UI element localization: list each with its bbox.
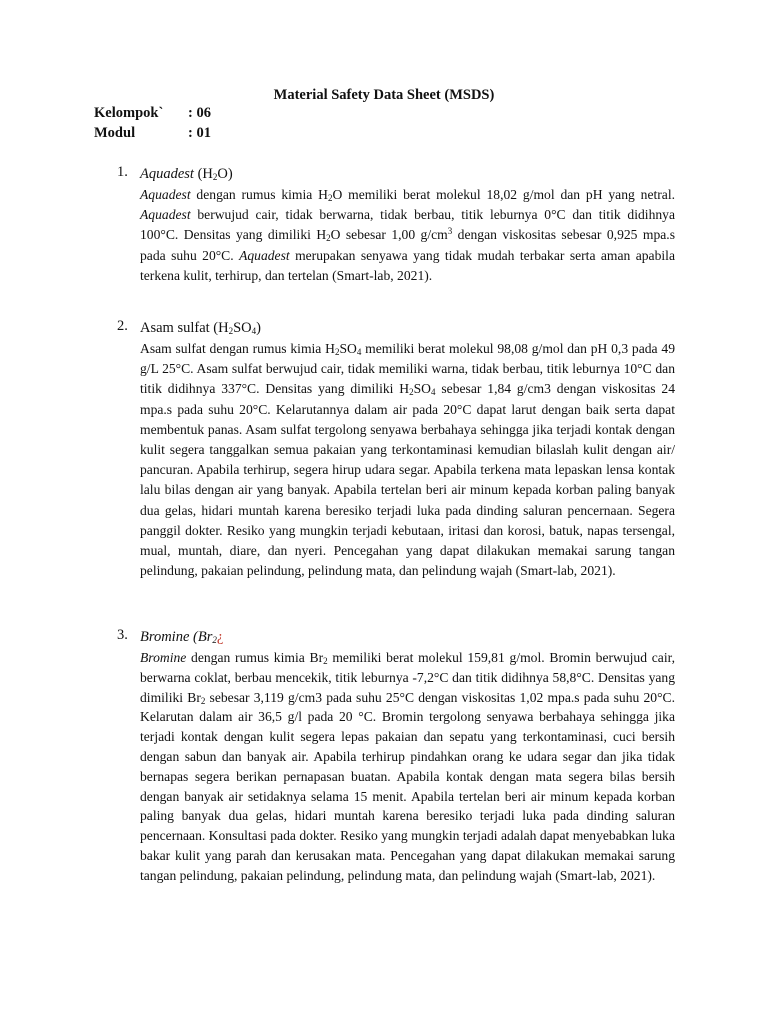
subscript: 2 <box>200 695 206 706</box>
body-text: sebesar 3,119 g/cm3 pada suhu 25°C dengan viskositas 1,02 mpa.s pada suhu 20°C. Kelarutan dalam air 36,5 g/l pada 20 °C. Bromin tergolong senyawa berbahaya sehingga jika terjadi kontak dengan kulit segera lepas pakaian dan sepatu yang terkontaminasi, cuci bersih dengan sabun dan banyak air. Apabila terhirup pindahkan orang ke udara segar dan jika tidak bernapas segera berikan pernapasan buatan. Apabila kontak dengan mata segera bilas bersih dengan banyak air setidaknya selama 15 menit. Apabila tertelan beri air minum kepada korban paling banyak dua gelas, hidari muntah karena beresiko terjadi luka pada dinding saluran pencernaan. Konsultasi pada dokter. Resiko yang mungkin terjadi adalah dapat menyebabkan luka bakar kulit yang parah dan kerusakan mata. Pencegahan yang dapat dilakukan memakai sarung tangan pelindung, pakaian pelindung, pelindung mata, dan pelindung wajah (Smart-lab, 2021). <box>140 689 675 883</box>
section-number: 3. <box>117 627 128 643</box>
document-title: Material Safety Data Sheet (MSDS) <box>273 87 495 103</box>
body-text: sebesar 1,84 g/cm3 dengan viskositas 24 mpa.s pada suhu 20°C. Kelarutannya dalam air pada 20°C dapat larut dengan baik serta dapat membentuk panas. Asam sulfat tergolong senyawa berbahaya sehingga jika terjadi kontak dengan kulit segera tanggalkan semua pakaian yang terkontaminasi kemudian bilaslah kulit dengan air/ pancuran. Apabila terhirup, segera hirup udara segar. Apabila terkena mata lepaskan lensa kontak lalu bilas dengan air yang banyak. Apabila tertelan beri air minum kepada korban paling banyak dua gelas, hidari muntah karena beresiko terjadi luka pada dinding saluran pencernaan. Segera panggil dokter. Resiko yang mungkin terjadi kebutaan, iritasi dan korosi, batuk, napas tersengal, mual, muntah, diare, dan nyeri. Pencegahan yang dapat dilakukan memakai sarung tangan pelindung, pakaian pelindung, pelindung mata, dan pelindung wajah (Smart-lab, 2021). <box>140 381 676 579</box>
meta-value: : 06 <box>188 105 211 121</box>
meta-key: Modul <box>94 125 136 141</box>
section-bromine <box>117 627 675 886</box>
body-text: memiliki berat molekul 98,08 g/mol dan pH 0,3 pada 49 g/L 25°C. Asam sulfat berwujud cair, tidak memiliki warna, tidak berbau, titik leburnya 10°C dan titik didihnya 337°C. Densitas yang dimiliki H <box>140 341 675 397</box>
heading-formula <box>193 629 223 645</box>
superscript: 3 <box>447 226 453 237</box>
body-text: O memiliki berat molekul 18,02 g/mol dan pH yang netral. <box>332 187 675 202</box>
formula-part: ¿ <box>216 629 224 645</box>
heading-formula <box>198 166 233 182</box>
meta-key: Kelompok` <box>94 105 164 121</box>
body-text: dengan rumus kimia Br <box>186 650 324 665</box>
body-text: dengan viskositas sebesar 0,925 mpa.s pada suhu 20°C. <box>140 227 675 263</box>
section-body <box>140 185 675 286</box>
section-heading <box>140 164 675 185</box>
subscript: 2 <box>326 233 331 244</box>
body-text: memiliki berat molekul 159,81 g/mol. Bromin berwujud cair, berwarna coklat, berbau mencekik, titik leburnya -7,2°C dan titik didihnya 58,8°C. Densitas yang dimiliki Br <box>140 650 675 705</box>
formula-part: (H <box>197 166 213 182</box>
italic-term: Bromine <box>140 650 187 665</box>
meta-kelompok <box>94 105 211 122</box>
italic-term: Aquadest <box>239 247 290 263</box>
body-text: merupakan senyawa yang tidak mudah terbakar serta aman apabila terkena kulit, terhirup, dan tertelan (Smart-lab, 2021). <box>140 247 675 283</box>
italic-term: Aquadest <box>140 187 191 202</box>
formula-subscript: 4 <box>251 326 257 336</box>
section-number: 1. <box>117 164 128 180</box>
formula-part: (H <box>213 320 229 336</box>
heading-formula <box>213 320 261 336</box>
subscript: 2 <box>327 193 333 203</box>
formula-part: (Br <box>193 629 213 645</box>
formula-part: ) <box>256 320 261 336</box>
body-text: berwujud cair, tidak berwarna, tidak berbau, titik leburnya 0°C dan titik didihnya 100°C. Densitas yang dimiliki H <box>140 207 675 243</box>
section-body <box>140 339 675 581</box>
subscript: 2 <box>334 347 340 357</box>
heading-name: Asam sulfat <box>140 320 210 336</box>
body-text: Asam sulfat dengan rumus kimia H <box>140 341 335 356</box>
body-text: SO <box>413 381 432 397</box>
section-body <box>140 648 675 886</box>
subscript: 4 <box>431 387 436 398</box>
subscript: 2 <box>409 387 414 398</box>
heading-name: Aquadest <box>140 166 194 182</box>
section-heading <box>140 627 675 648</box>
formula-subscript: 2 <box>212 172 218 182</box>
heading-name: Bromine <box>140 629 190 645</box>
body-text: O sebesar 1,00 g/cm <box>330 227 448 243</box>
body-text: dengan rumus kimia H <box>190 187 328 202</box>
formula-subscript: 2 <box>228 326 234 336</box>
section-heading <box>140 318 675 339</box>
subscript: 4 <box>356 347 362 357</box>
formula-part: O) <box>217 166 233 182</box>
italic-term: Aquadest <box>140 207 191 223</box>
body-text: SO <box>339 341 357 356</box>
subscript: 2 <box>323 656 328 666</box>
section-asam-sulfat <box>117 318 675 581</box>
section-aquadest <box>117 164 675 286</box>
formula-part: SO <box>233 320 252 336</box>
meta-modul <box>94 125 211 142</box>
section-number: 2. <box>117 318 128 334</box>
meta-value: : 01 <box>188 125 211 141</box>
formula-subscript: 2 <box>212 635 217 645</box>
